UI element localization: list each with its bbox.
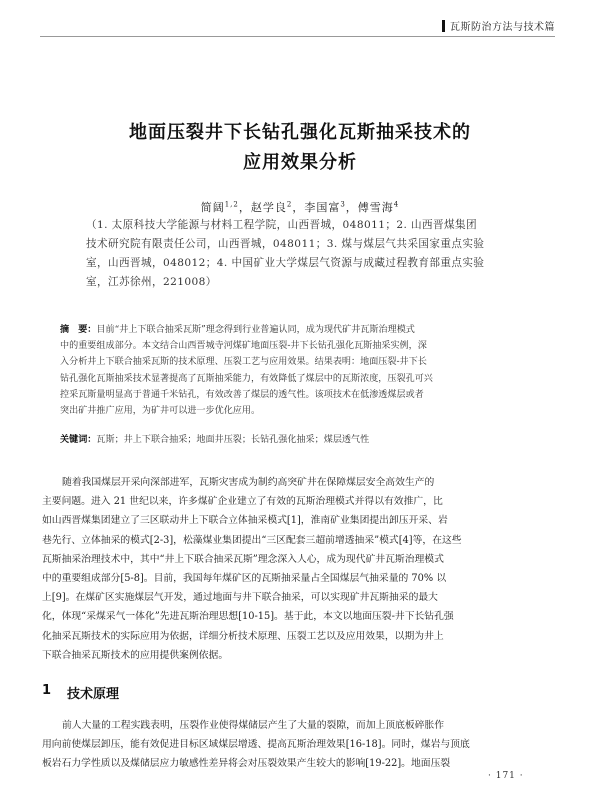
body-line: 前人大量的工程实践表明，压裂作业使得煤储层产生了大量的裂隙，而加上顶底板碎胀作 (62, 720, 445, 731)
keywords (60, 432, 560, 448)
abstract-line: 中的重要组成部分。本文结合山西晋城寺河煤矿地面压裂-井下长钻孔强化瓦斯抽采实例，深 (60, 341, 427, 352)
page-number: · 171 · (488, 771, 524, 781)
body-line: 用向前使煤层卸压，能有效促进目标区域煤层增透、提高瓦斯治理效果[16-18]。同时，煤岩与顶底 (42, 739, 470, 751)
abstract-line: 控采瓦斯量明显高于普通千米钻孔，有效改善了煤层的透气性。该项技术在低渗透煤层或者 (60, 389, 424, 400)
introduction (42, 473, 562, 665)
affiliation-line: （1. 太原科技大学能源与材料工程学院，山西晋城，048011；2. 山西晋煤集团 (86, 219, 478, 231)
intro-line: 化，体现“采煤采气一体化”先进瓦斯治理思想[10-15]。基于此，本文以地面压裂-井下长钻孔强 (42, 611, 454, 623)
intro-line: 中的重要组成部分[5-8]。目前，我国每年煤矿区的瓦斯抽采量占全国煤层气抽采量的 70% 以 (42, 573, 447, 585)
intro-line: 如山西晋煤集团建立了三区联动井上下联合立体抽采模式[1]，淮南矿业集团提出卸压开采、岩 (42, 515, 448, 527)
keywords-text: 瓦斯；井上下联合抽采；地面井压裂；长钻孔强化抽采；煤层透气性 (96, 435, 370, 445)
abstract-line: 钻孔强化瓦斯抽采技术显著提高了瓦斯抽采能力，有效降低了煤层中的瓦斯浓度，压裂孔可兴 (60, 373, 433, 384)
affiliations (86, 216, 560, 292)
keywords-label: 关键词： (60, 435, 97, 445)
section-title: 技术原理 (67, 687, 120, 702)
author-name: 赵学良 (250, 201, 287, 214)
paper-title (0, 118, 600, 178)
affiliation-line: 室，江苏徐州，221008） (86, 276, 217, 288)
author-affil-mark: 4 (393, 200, 400, 209)
intro-line: 下联合抽采瓦斯技术的应用提供案例依据。 (42, 649, 229, 661)
author-list (0, 199, 600, 215)
author-separator: ， (238, 201, 251, 214)
affiliation-line: 室，山西晋城，048012；4. 中国矿业大学煤层气资源与成藏过程教育部重点实验 (86, 257, 485, 269)
author-name: 李国富 (304, 201, 341, 214)
abstract-text: 目前“井上下联合抽采瓦斯”理念得到行业普遍认同，成为现代矿井瓦斯治理模式 (96, 325, 415, 335)
abstract-label: 摘 要： (60, 325, 97, 335)
author-affil-mark: 3 (340, 200, 346, 209)
abstract-line (60, 322, 560, 338)
affiliation-line: 技术研究院有限责任公司，山西晋城，048011；3. 煤与煤层气共采国家重点实验 (86, 238, 485, 250)
author-affil-mark: 1,2 (224, 200, 239, 209)
header-bar-mark (442, 20, 445, 32)
title-line-2: 应用效果分析 (243, 152, 357, 173)
intro-line: 瓦斯抽采治理技术中，其中“井上下联合抽采瓦斯”理念深入人心，成为现代矿井瓦斯治理模式 (42, 553, 444, 565)
intro-line: 主要问题。进入 21 世纪以来，许多煤矿企业建立了有效的瓦斯治理模式并得以有效推广，比 (42, 496, 443, 508)
abstract-line: 突出矿井推广应用，为矿井可以进一步优化应用。 (60, 406, 261, 417)
author-name: 简阔 (200, 201, 225, 214)
body-line: 板岩石力学性质以及煤储层应力敏感性差异将会对压裂效果产生较大的影响[19-22]。地面压裂 (42, 758, 451, 770)
author-separator: ， (345, 201, 358, 214)
abstract-line: 入分析井上下联合抽采瓦斯的技术原理、压裂工艺与应用效果。结果表明：地面压裂-井下长 (60, 357, 427, 368)
title-line-1: 地面压裂井下长钻孔强化瓦斯抽采技术的 (129, 122, 471, 143)
intro-line: 巷先行、立体抽采的模式[2-3]，松藻煤业集团提出“三区配套三超前增透抽采”模式[4]等，在这些 (42, 534, 462, 546)
author-affil-mark: 2 (286, 200, 293, 209)
running-title: 瓦斯防治方法与技术篇 (450, 22, 555, 33)
intro-line: 化抽采瓦斯技术的实际应用为依据，详细分析技术原理、压裂工艺以及应用效果，以期为井上 (42, 630, 444, 642)
author-name: 傅雪海 (357, 201, 394, 214)
running-header (442, 18, 555, 33)
section-number: 1 (42, 683, 52, 698)
section-1-body (42, 716, 562, 774)
abstract (60, 322, 560, 419)
header-rule (40, 36, 555, 37)
author-separator: ， (292, 201, 305, 214)
intro-line: 上[9]。在煤矿区实施煤层气开发，通过地面与井下联合抽采，可以实现矿井瓦斯抽采的最大 (42, 592, 438, 604)
intro-line: 随着我国煤层开采向深部进军，瓦斯灾害成为制约高突矿井在保障煤层安全高效生产的 (62, 477, 435, 488)
section-heading-1 (42, 683, 119, 702)
